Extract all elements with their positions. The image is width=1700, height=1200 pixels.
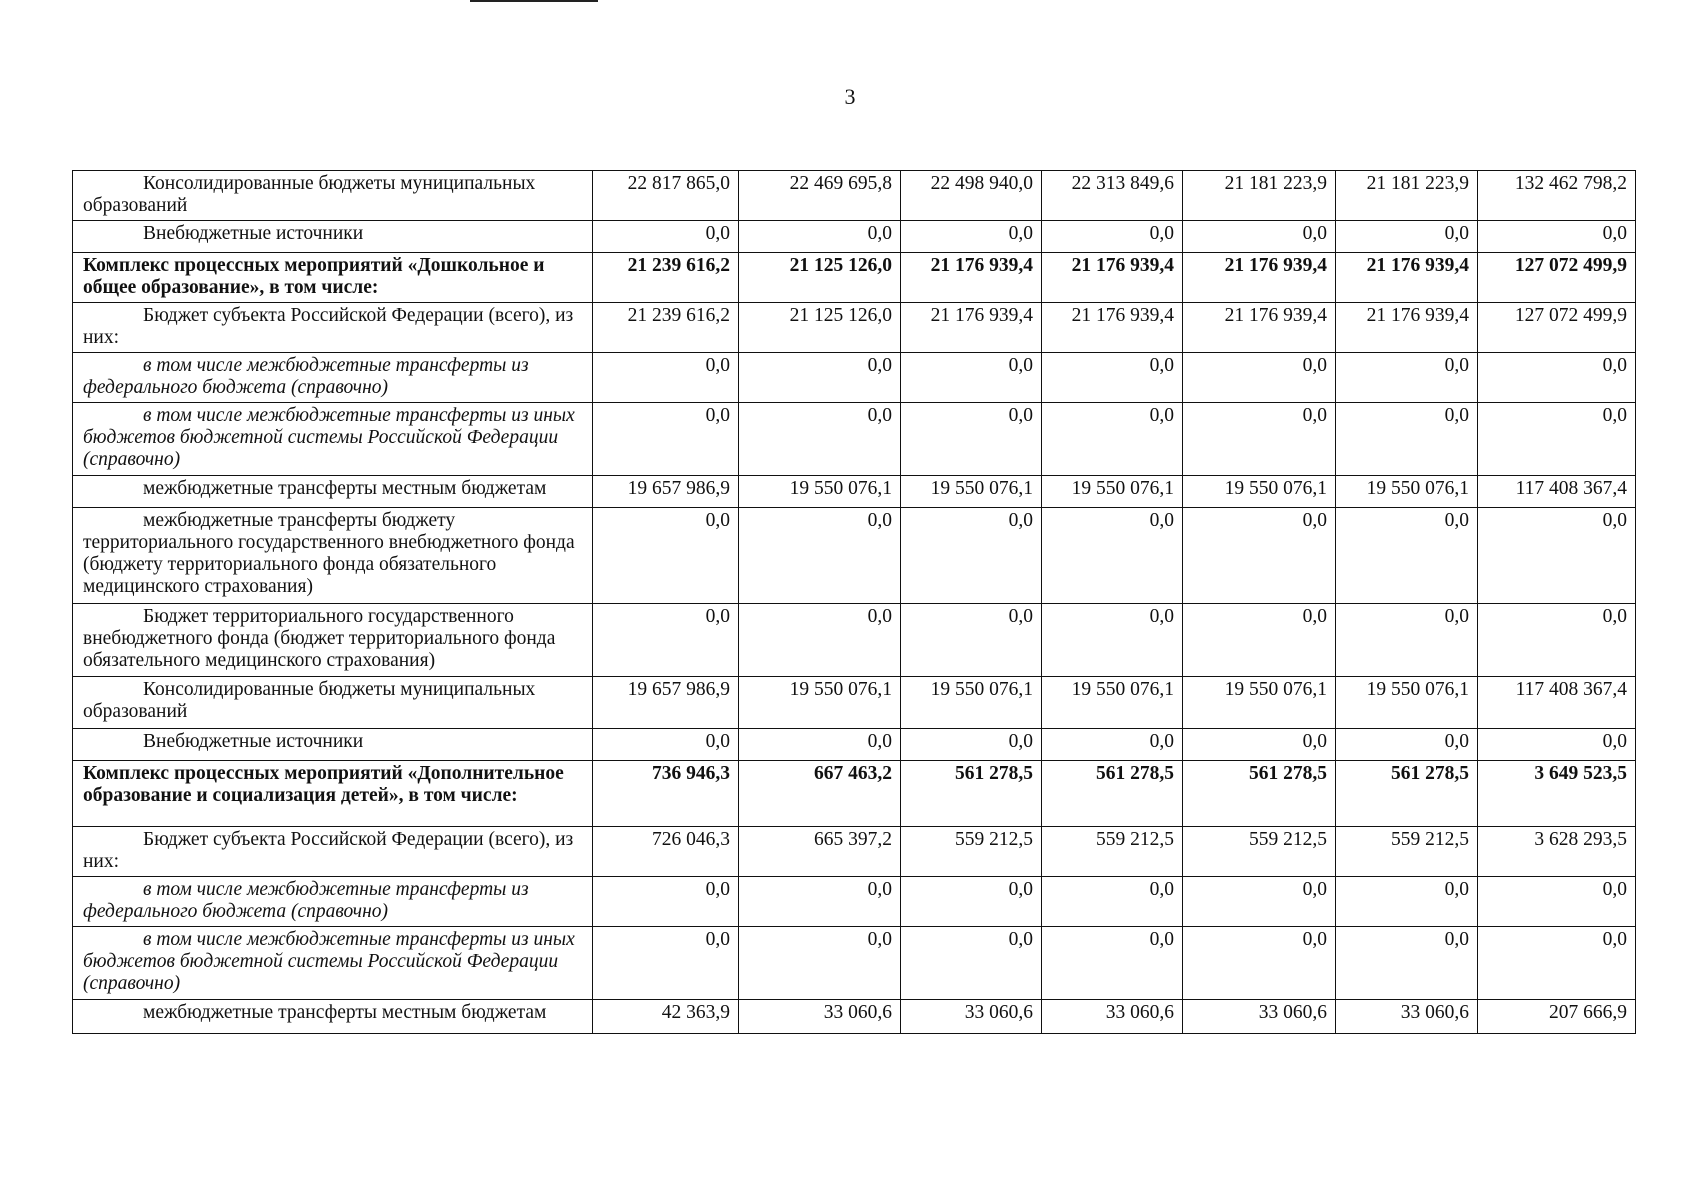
value-cell: 19 550 076,1: [1042, 677, 1183, 729]
value-cell: 0,0: [901, 403, 1042, 476]
value-cell: 559 212,5: [1183, 827, 1336, 877]
value-cell: 559 212,5: [1042, 827, 1183, 877]
value-cell: 0,0: [1183, 221, 1336, 253]
value-cell: 22 469 695,8: [739, 171, 901, 221]
table-row: [73, 604, 1636, 677]
value-cell: 21 176 939,4: [901, 253, 1042, 303]
value-cell: 19 550 076,1: [1183, 677, 1336, 729]
value-cell: 0,0: [1336, 927, 1478, 1000]
value-cell: 0,0: [1042, 403, 1183, 476]
row-label: Комплекс процессных мероприятий «Дополнительное образование и социализация детей», в том числе:: [73, 761, 593, 827]
value-cell: 33 060,6: [1183, 1000, 1336, 1034]
row-label: Бюджет субъекта Российской Федерации (всего), из них:: [73, 303, 593, 353]
value-cell: 0,0: [901, 877, 1042, 927]
value-cell: 0,0: [1042, 508, 1183, 604]
table-row: [73, 303, 1636, 353]
table-row: [73, 476, 1636, 508]
value-cell: 21 176 939,4: [1042, 253, 1183, 303]
total-cell: 0,0: [1478, 353, 1636, 403]
value-cell: 42 363,9: [593, 1000, 739, 1034]
table-row: [73, 877, 1636, 927]
value-cell: 561 278,5: [1042, 761, 1183, 827]
total-cell: 3 649 523,5: [1478, 761, 1636, 827]
value-cell: 21 239 616,2: [593, 303, 739, 353]
total-cell: 132 462 798,2: [1478, 171, 1636, 221]
value-cell: 0,0: [1183, 729, 1336, 761]
value-cell: 33 060,6: [1336, 1000, 1478, 1034]
table-row: [73, 677, 1636, 729]
value-cell: 0,0: [739, 508, 901, 604]
value-cell: 21 176 939,4: [1042, 303, 1183, 353]
value-cell: 0,0: [901, 353, 1042, 403]
value-cell: 561 278,5: [901, 761, 1042, 827]
value-cell: 0,0: [1042, 353, 1183, 403]
row-label: Консолидированные бюджеты муниципальных образований: [73, 171, 593, 221]
value-cell: 33 060,6: [739, 1000, 901, 1034]
value-cell: 0,0: [1336, 403, 1478, 476]
table-row: [73, 1000, 1636, 1034]
value-cell: 0,0: [901, 927, 1042, 1000]
value-cell: 19 550 076,1: [739, 677, 901, 729]
value-cell: 0,0: [739, 403, 901, 476]
value-cell: 0,0: [1042, 604, 1183, 677]
total-cell: 0,0: [1478, 508, 1636, 604]
value-cell: 21 176 939,4: [1336, 253, 1478, 303]
value-cell: 0,0: [1336, 353, 1478, 403]
row-label: в том числе межбюджетные трансферты из федерального бюджета (справочно): [73, 353, 593, 403]
value-cell: 0,0: [739, 604, 901, 677]
total-cell: 117 408 367,4: [1478, 476, 1636, 508]
value-cell: 0,0: [1042, 927, 1183, 1000]
value-cell: 0,0: [739, 877, 901, 927]
value-cell: 21 239 616,2: [593, 253, 739, 303]
value-cell: 22 313 849,6: [1042, 171, 1183, 221]
value-cell: 19 550 076,1: [1336, 476, 1478, 508]
value-cell: 0,0: [901, 729, 1042, 761]
value-cell: 0,0: [1183, 877, 1336, 927]
value-cell: 22 817 865,0: [593, 171, 739, 221]
table-row: [73, 927, 1636, 1000]
value-cell: 0,0: [1336, 729, 1478, 761]
total-cell: 207 666,9: [1478, 1000, 1636, 1034]
value-cell: 0,0: [1336, 877, 1478, 927]
value-cell: 0,0: [1183, 353, 1336, 403]
value-cell: 19 550 076,1: [1336, 677, 1478, 729]
value-cell: 0,0: [593, 221, 739, 253]
value-cell: 21 181 223,9: [1336, 171, 1478, 221]
table-row: [73, 403, 1636, 476]
table-row: [73, 253, 1636, 303]
total-cell: 3 628 293,5: [1478, 827, 1636, 877]
value-cell: 726 046,3: [593, 827, 739, 877]
row-label: межбюджетные трансферты бюджету территориального государственного внебюджетного фонда (бюджету территориального фонда обязательного медицинского страхования): [73, 508, 593, 604]
value-cell: 0,0: [1183, 604, 1336, 677]
value-cell: 0,0: [901, 221, 1042, 253]
value-cell: 0,0: [739, 729, 901, 761]
value-cell: 0,0: [593, 927, 739, 1000]
value-cell: 0,0: [593, 604, 739, 677]
row-label: межбюджетные трансферты местным бюджетам: [73, 1000, 593, 1034]
value-cell: 19 550 076,1: [1183, 476, 1336, 508]
total-cell: 0,0: [1478, 403, 1636, 476]
value-cell: 19 550 076,1: [739, 476, 901, 508]
row-label: межбюджетные трансферты местным бюджетам: [73, 476, 593, 508]
value-cell: 0,0: [901, 604, 1042, 677]
value-cell: 0,0: [593, 877, 739, 927]
value-cell: 33 060,6: [1042, 1000, 1183, 1034]
row-label: в том числе межбюджетные трансферты из иных бюджетов бюджетной системы Российской Федерации (справочно): [73, 403, 593, 476]
value-cell: 19 657 986,9: [593, 677, 739, 729]
value-cell: 559 212,5: [1336, 827, 1478, 877]
value-cell: 0,0: [1042, 221, 1183, 253]
value-cell: 21 125 126,0: [739, 303, 901, 353]
value-cell: 0,0: [1183, 508, 1336, 604]
table-row: [73, 729, 1636, 761]
value-cell: 21 176 939,4: [1336, 303, 1478, 353]
value-cell: 736 946,3: [593, 761, 739, 827]
table-row: [73, 508, 1636, 604]
row-label: в том числе межбюджетные трансферты из иных бюджетов бюджетной системы Российской Федерации (справочно): [73, 927, 593, 1000]
value-cell: 0,0: [1183, 403, 1336, 476]
value-cell: 0,0: [739, 353, 901, 403]
value-cell: 21 176 939,4: [901, 303, 1042, 353]
value-cell: 0,0: [1336, 604, 1478, 677]
table-body: [73, 171, 1636, 1034]
value-cell: 19 550 076,1: [1042, 476, 1183, 508]
value-cell: 559 212,5: [901, 827, 1042, 877]
table-row: [73, 171, 1636, 221]
total-cell: 117 408 367,4: [1478, 677, 1636, 729]
row-label: Внебюджетные источники: [73, 729, 593, 761]
total-cell: 0,0: [1478, 221, 1636, 253]
total-cell: 0,0: [1478, 604, 1636, 677]
value-cell: 0,0: [593, 508, 739, 604]
value-cell: 21 125 126,0: [739, 253, 901, 303]
total-cell: 0,0: [1478, 927, 1636, 1000]
value-cell: 0,0: [593, 729, 739, 761]
value-cell: 0,0: [1042, 729, 1183, 761]
value-cell: 19 550 076,1: [901, 677, 1042, 729]
page-number: 3: [844, 84, 856, 109]
value-cell: 0,0: [739, 221, 901, 253]
table-row: [73, 761, 1636, 827]
value-cell: 19 657 986,9: [593, 476, 739, 508]
row-label: Внебюджетные источники: [73, 221, 593, 253]
row-label: Консолидированные бюджеты муниципальных образований: [73, 677, 593, 729]
total-cell: 127 072 499,9: [1478, 253, 1636, 303]
value-cell: 0,0: [593, 403, 739, 476]
value-cell: 0,0: [901, 508, 1042, 604]
value-cell: 22 498 940,0: [901, 171, 1042, 221]
value-cell: 0,0: [739, 927, 901, 1000]
table-row: [73, 353, 1636, 403]
table-row: [73, 221, 1636, 253]
row-label: в том числе межбюджетные трансферты из федерального бюджета (справочно): [73, 877, 593, 927]
total-cell: 0,0: [1478, 729, 1636, 761]
value-cell: 0,0: [593, 353, 739, 403]
top-rule: [470, 0, 598, 2]
total-cell: 127 072 499,9: [1478, 303, 1636, 353]
value-cell: 665 397,2: [739, 827, 901, 877]
row-label: Бюджет субъекта Российской Федерации (всего), из них:: [73, 827, 593, 877]
value-cell: 0,0: [1183, 927, 1336, 1000]
value-cell: 0,0: [1336, 508, 1478, 604]
row-label: Комплекс процессных мероприятий «Дошкольное и общее образование», в том числе:: [73, 253, 593, 303]
value-cell: 561 278,5: [1183, 761, 1336, 827]
value-cell: 667 463,2: [739, 761, 901, 827]
row-label: Бюджет территориального государственного внебюджетного фонда (бюджет территориального фонда обязательного медицинского страхования): [73, 604, 593, 677]
table-row: [73, 827, 1636, 877]
budget-table: [72, 170, 1636, 1034]
total-cell: 0,0: [1478, 877, 1636, 927]
value-cell: 19 550 076,1: [901, 476, 1042, 508]
value-cell: 0,0: [1042, 877, 1183, 927]
value-cell: 21 181 223,9: [1183, 171, 1336, 221]
value-cell: 21 176 939,4: [1183, 253, 1336, 303]
value-cell: 33 060,6: [901, 1000, 1042, 1034]
value-cell: 21 176 939,4: [1183, 303, 1336, 353]
value-cell: 561 278,5: [1336, 761, 1478, 827]
value-cell: 0,0: [1336, 221, 1478, 253]
